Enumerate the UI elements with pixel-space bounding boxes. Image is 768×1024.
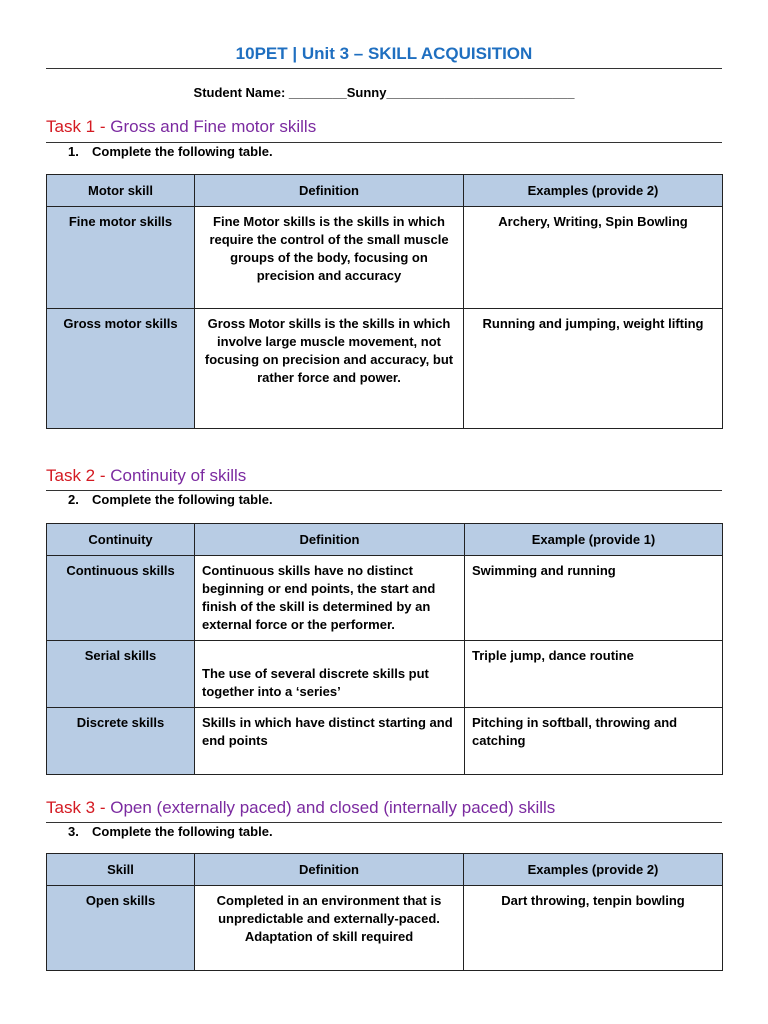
task-2-topic: Continuity of skills: [110, 466, 247, 485]
table-header-row: [47, 175, 723, 207]
task-1-instruction: [68, 144, 273, 159]
task-1-divider: [46, 142, 722, 143]
task-3-instruction-number: 3.: [68, 824, 79, 839]
task-3-instruction-text: Complete the following table.: [92, 824, 273, 839]
table-row: [47, 886, 723, 971]
examples-cell[interactable]: Dart throwing, tenpin bowling: [464, 886, 723, 971]
skill-cell: Discrete skills: [47, 708, 195, 775]
column-header: Continuity: [47, 524, 195, 556]
column-header: Skill: [47, 854, 195, 886]
skill-cell: Continuous skills: [47, 556, 195, 641]
column-header: Definition: [195, 854, 464, 886]
title-divider: [46, 68, 722, 69]
task-1-topic: Gross and Fine motor skills: [110, 117, 317, 136]
examples-cell[interactable]: Archery, Writing, Spin Bowling: [464, 207, 723, 309]
definition-cell[interactable]: Skills in which have distinct starting and end points: [195, 708, 465, 775]
examples-cell[interactable]: Swimming and running: [465, 556, 723, 641]
task-1-number: Task 1 -: [46, 117, 111, 136]
definition-cell[interactable]: Fine Motor skills is the skills in which require the control of the small muscle groups of the body, focusing on precision and accuracy: [195, 207, 464, 309]
task-3-instruction: [68, 824, 273, 839]
task-3-divider: [46, 822, 722, 823]
task-3-number: Task 3 -: [46, 798, 111, 817]
definition-cell[interactable]: Continuous skills have no distinct beginning or end points, the start and finish of the skill is determined by an external force or the performer.: [195, 556, 465, 641]
definition-cell[interactable]: The use of several discrete skills put together into a ‘series’: [195, 641, 465, 708]
task-2-instruction: [68, 492, 273, 507]
task-3-heading: [46, 798, 555, 818]
skill-cell: Fine motor skills: [47, 207, 195, 309]
column-header: Examples (provide 2): [464, 175, 723, 207]
column-header: Motor skill: [47, 175, 195, 207]
skill-cell: Open skills: [47, 886, 195, 971]
column-header: Definition: [195, 524, 465, 556]
table-header-row: [47, 854, 723, 886]
table-row: [47, 207, 723, 309]
document-title: 10PET | Unit 3 – SKILL ACQUISITION: [235, 44, 533, 63]
task-2-divider: [46, 490, 722, 491]
column-header: Example (provide 1): [465, 524, 723, 556]
definition-cell[interactable]: Gross Motor skills is the skills in which involve large muscle movement, not focusing on precision and accuracy, but rather force and power.: [195, 309, 464, 429]
column-header: Examples (provide 2): [464, 854, 723, 886]
task-1-instruction-text: Complete the following table.: [92, 144, 273, 159]
task-2-instruction-number: 2.: [68, 492, 79, 507]
task-2-number: Task 2 -: [46, 466, 111, 485]
skill-cell: Gross motor skills: [47, 309, 195, 429]
table-row: [47, 556, 723, 641]
column-header: Definition: [195, 175, 464, 207]
skill-cell: Serial skills: [47, 641, 195, 708]
task-1-heading: [46, 117, 316, 137]
table-row: [47, 641, 723, 708]
examples-cell[interactable]: Pitching in softball, throwing and catching: [465, 708, 723, 775]
table-row: [47, 708, 723, 775]
task-2-instruction-text: Complete the following table.: [92, 492, 273, 507]
task-2-heading: [46, 466, 246, 486]
table-row: [47, 309, 723, 429]
examples-cell[interactable]: Triple jump, dance routine: [465, 641, 723, 708]
task-1-instruction-number: 1.: [68, 144, 79, 159]
examples-cell[interactable]: Running and jumping, weight lifting: [464, 309, 723, 429]
task-1-table: [46, 174, 723, 429]
task-3-topic: Open (externally paced) and closed (internally paced) skills: [110, 798, 556, 817]
student-name-line: Student Name: ________Sunny__________________________: [193, 85, 575, 100]
task-2-table: [46, 523, 723, 775]
task-3-table: [46, 853, 723, 971]
table-header-row: [47, 524, 723, 556]
definition-cell[interactable]: Completed in an environment that is unpredictable and externally-paced. Adaptation of skill required: [195, 886, 464, 971]
